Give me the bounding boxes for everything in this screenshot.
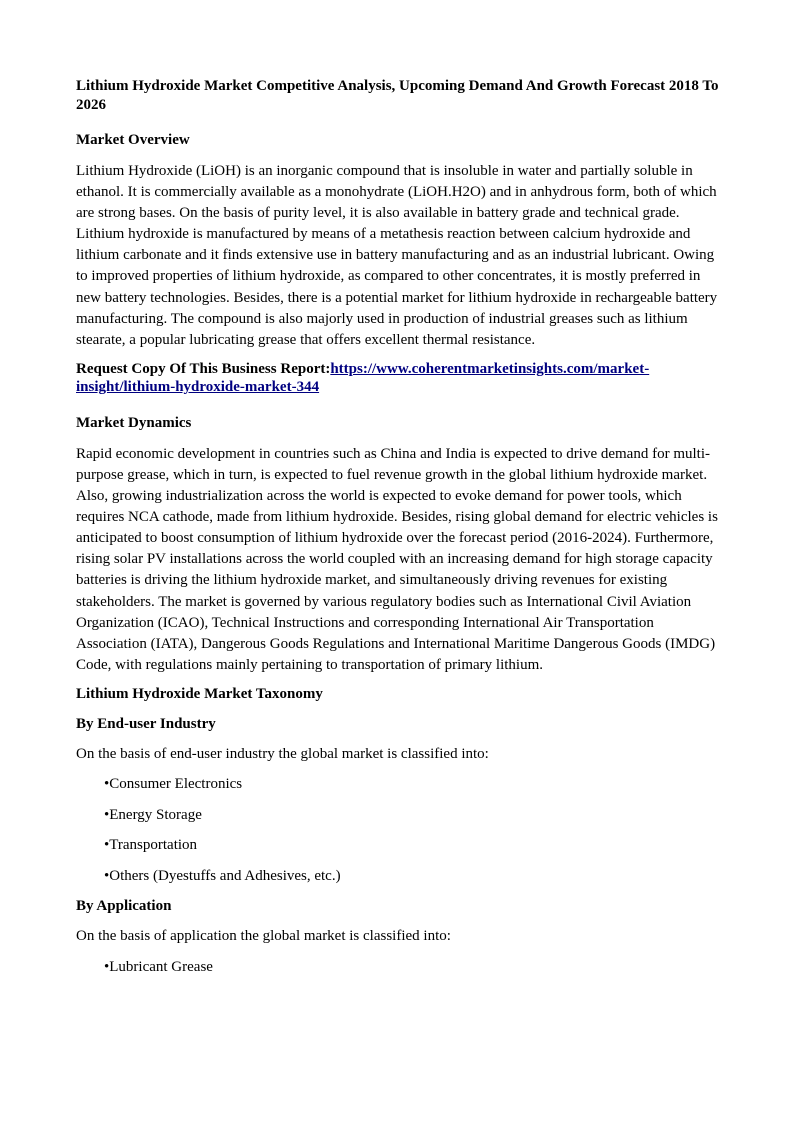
document-page bbox=[76, 77, 720, 988]
application-intro: On the basis of application the global market is classified into: bbox=[76, 928, 451, 945]
request-copy-label: Request Copy Of This Business Report: bbox=[76, 360, 331, 377]
list-item: •Energy Storage bbox=[104, 806, 202, 823]
market-overview-paragraph: Lithium Hydroxide (LiOH) is an inorganic compound that is insoluble in water and partially soluble in ethanol. It is commercially available as a monohydrate (LiOH.H2O) and in anhydrous form, both of which are strong bases. On the basis of purity level, it is also available in battery grade and technical grade. Lithium hydroxide is manufactured by means of a metathesis reaction between calcium hydroxide and lithium carbonate and it finds extensive use in battery manufacturing and as an industrial lubricant. Owing to improved properties of lithium hydroxide, as compared to other concentrates, it is mostly preferred in new battery technologies. Besides, there is a potential market for lithium hydroxide in rechargeable battery manufacturing. The compound is also majorly used in production of industrial greases such as lithium stearate, a popular lubricating grease that offers excellent thermal resistance. bbox=[76, 163, 718, 348]
market-dynamics-heading: Market Dynamics bbox=[76, 414, 192, 431]
list-item: •Lubricant Grease bbox=[104, 958, 213, 975]
report-link[interactable]: https://www.coherentmarketinsights.com/market-insight/lithium-hydroxide-market-344 bbox=[76, 360, 650, 396]
end-user-intro: On the basis of end-user industry the global market is classified into: bbox=[76, 745, 489, 762]
market-dynamics-paragraph: Rapid economic development in countries such as China and India is expected to drive demand for multi-purpose grease, which in turn, is expected to fuel revenue growth in the global lithium hydroxide market. Also, growing industrialization across the world is expected to evoke demand for power tools, which requires NCA cathode, made from lithium hydroxide. Besides, rising global demand for electric vehicles is anticipated to boost consumption of lithium hydroxide over the forecast period (2016-2024). Furthermore, rising solar PV installations across the world coupled with an increasing demand for high storage capacity batteries is driving the lithium hydroxide market, and simultaneously driving revenues for existing stakeholders. The market is governed by various regulatory bodies such as International Civil Aviation Organization (ICAO), Technical Instructions and corresponding International Air Transportation Association (IATA), Dangerous Goods Regulations and International Maritime Dangerous Goods (IMDG) Code, with regulations mainly pertaining to transportation of primary lithium. bbox=[76, 445, 718, 673]
list-item: •Consumer Electronics bbox=[104, 776, 243, 793]
document-title: Lithium Hydroxide Market Competitive Analysis, Upcoming Demand And Growth Forecast 2018 To 2026 bbox=[76, 78, 719, 113]
market-overview-heading: Market Overview bbox=[76, 132, 190, 148]
end-user-heading: By End-user Industry bbox=[76, 715, 216, 732]
request-copy-line bbox=[76, 360, 720, 397]
application-heading: By Application bbox=[76, 898, 172, 915]
list-item: •Others (Dyestuffs and Adhesives, etc.) bbox=[104, 867, 341, 884]
list-item: •Transportation bbox=[104, 837, 198, 854]
taxonomy-heading: Lithium Hydroxide Market Taxonomy bbox=[76, 685, 323, 702]
